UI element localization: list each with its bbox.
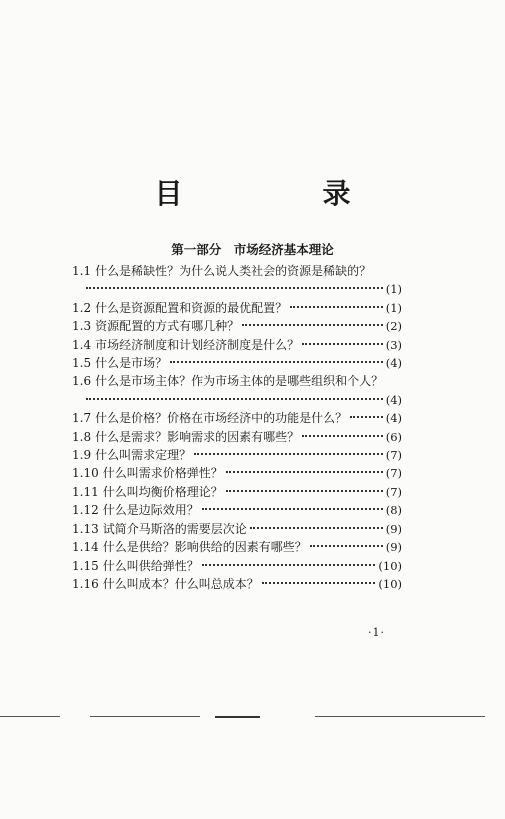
toc-entry[interactable] [72,317,402,335]
toc-entry[interactable] [72,575,402,593]
toc-leader-dots [302,435,383,437]
toc-entry-title: 什么是边际效用？ [102,503,199,518]
toc-entry-page: (4) [385,356,402,371]
toc-entry-title: 什么叫需求定理？ [95,448,192,463]
toc-entry[interactable] [72,409,402,427]
toc-leader-dots [202,508,383,510]
toc-entry-page: (3) [385,337,402,352]
toc-entry[interactable] [72,336,402,354]
toc-entry[interactable] [72,557,402,575]
toc-entry-page: (2) [385,319,402,334]
toc-entry-title: 什么是稀缺性？为什么说人类社会的资源是稀缺的？ [95,264,372,278]
toc-entry[interactable] [72,446,402,464]
toc-entry[interactable] [72,428,402,446]
toc-entry-page: (1) [385,282,402,297]
toc-leader-dots [170,361,383,363]
page-title: 目 录 [154,177,407,210]
toc-entry-number: 1.2 [72,300,92,315]
toc-entry[interactable] [72,354,402,372]
toc-entry-number: 1.14 [72,540,99,555]
toc-entry[interactable] [72,520,402,538]
toc-leader-dots [262,582,376,584]
toc-entry-title: 什么叫成本？什么叫总成本？ [102,576,259,591]
toc-entry-number: 1.4 [72,337,92,352]
toc-entry[interactable] [72,299,402,317]
toc-entry-number: 1.11 [72,484,99,499]
toc-entry-number: 1.1 [72,264,92,278]
toc-entry-page: (10) [378,576,402,591]
page-folio: ·1· [368,626,385,639]
toc-entry-number: 1.5 [72,356,92,371]
toc-entry-page: (9) [385,540,402,555]
toc-entry-number: 1.7 [72,411,92,426]
toc-entry[interactable] [72,483,402,501]
toc-leader-dots [194,453,383,455]
toc-leader-dots [86,287,383,289]
toc-entry-title: 什么是资源配置和资源的最优配置？ [95,300,288,315]
toc-entry-page: (4) [385,411,402,426]
toc-leader-dots [242,324,383,326]
toc-entry-title: 什么是需求？影响需求的因素有哪些？ [95,429,300,444]
toc-leader-dots [226,490,383,492]
toc-entry-page: (7) [385,448,402,463]
toc-entry-number: 1.16 [72,576,99,591]
toc-leader-dots [86,398,383,400]
scan-edge-line [215,716,260,718]
toc-entry-number: 1.15 [72,558,99,573]
table-of-contents [72,262,402,593]
toc-leader-dots [250,527,383,529]
toc-entry-page: (7) [385,484,402,499]
toc-entry-title: 什么叫供给弹性？ [102,558,199,573]
toc-entry-number: 1.13 [72,521,99,536]
toc-entry[interactable] [72,501,402,519]
scan-edge-line [0,716,60,717]
toc-entry-title: 什么是价格？价格在市场经济中的功能是什么？ [95,411,348,426]
toc-leader-dots [350,416,383,418]
toc-leader-dots [226,471,383,473]
toc-entry-number: 1.8 [72,429,92,444]
toc-leader-dots [302,343,383,345]
toc-entry-title: 什么是供给？影响供给的因素有哪些？ [102,540,307,555]
scan-edge-line [315,716,485,717]
toc-entry-title: 什么是市场主体？作为市场主体的是哪些组织和个人？ [95,374,384,389]
toc-entry-number: 1.6 [72,374,92,389]
toc-entry[interactable] [72,464,402,482]
toc-entry-page: (8) [385,503,402,518]
toc-entry-title: 什么叫均衡价格理论？ [102,484,223,499]
section-title: 第一部分 市场经济基本理论 [171,242,334,257]
toc-entry-title: 市场经济制度和计划经济制度是什么？ [95,337,300,352]
toc-entry[interactable] [72,538,402,556]
toc-leader-dots [290,306,383,308]
toc-leader-dots [310,545,383,547]
scan-edge-line [90,716,200,717]
toc-entry-page: (10) [378,558,402,573]
toc-entry-title: 试简介马斯洛的需要层次论 [102,521,247,536]
toc-leader-dots [202,564,376,566]
toc-entry[interactable] [72,262,402,299]
toc-entry-number: 1.3 [72,319,92,334]
toc-entry-page: (7) [385,466,402,481]
toc-entry-title: 什么是市场？ [95,356,168,371]
toc-entry[interactable] [72,372,402,409]
toc-entry-title: 什么叫需求价格弹性？ [102,466,223,481]
toc-entry-page: (4) [385,392,402,407]
toc-entry-page: (6) [385,429,402,444]
toc-entry-number: 1.9 [72,448,92,463]
toc-entry-number: 1.12 [72,503,99,518]
toc-entry-title: 资源配置的方式有哪几种？ [95,319,240,334]
toc-entry-page: (1) [385,300,402,315]
toc-entry-page: (9) [385,521,402,536]
toc-entry-number: 1.10 [72,466,99,481]
